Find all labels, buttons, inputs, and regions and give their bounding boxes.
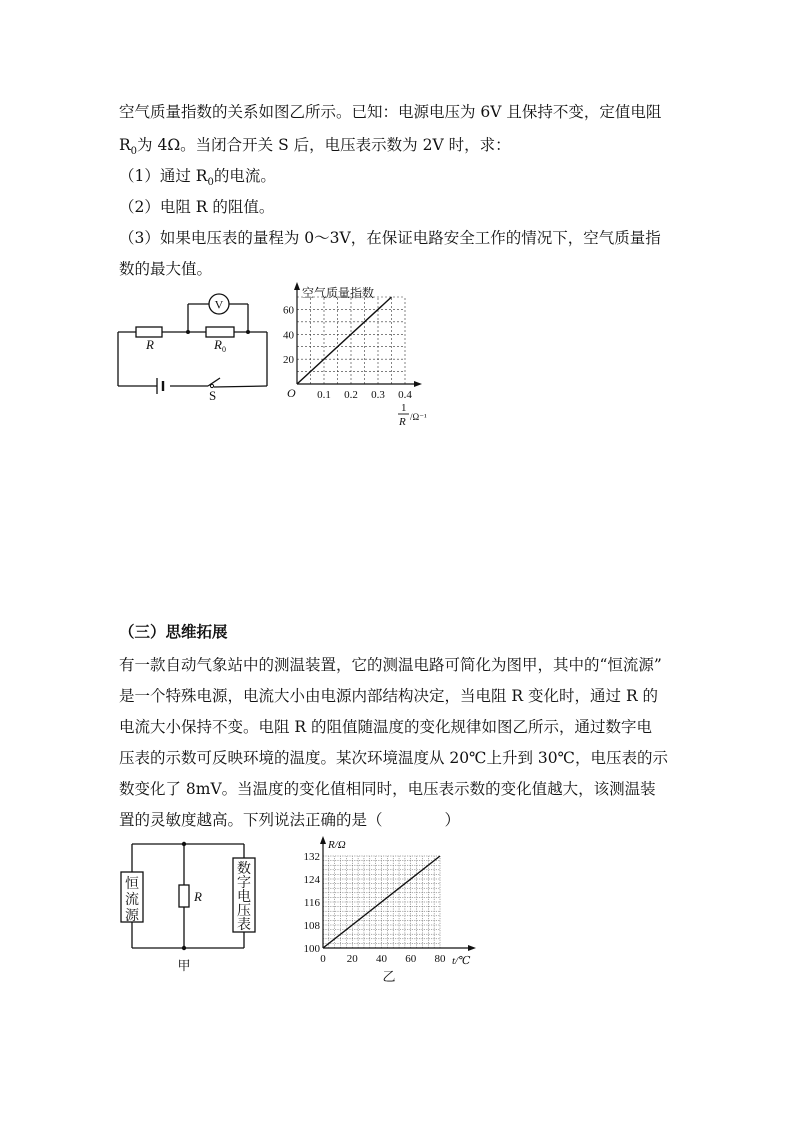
question-3-line1: （3）如果电压表的量程为 0～3V，在保证电路安全工作的情况下，空气质量指 — [119, 229, 661, 247]
question-2: （2）电阻 R 的阻值。 — [119, 198, 275, 216]
node-right — [246, 330, 250, 334]
chart2-y-arrow — [320, 836, 326, 844]
source-char-3: 源 — [125, 909, 139, 924]
r0-label: $R_0$ — [214, 337, 226, 354]
y-tick-label: 132 — [303, 851, 320, 863]
section3-p3: 电流大小保持不变。电阻 R 的阻值随温度的变化规律如图乙所示，通过数字电 — [119, 718, 653, 736]
node-left — [186, 330, 190, 334]
resistor-r0 — [206, 327, 234, 337]
node-bottom — [182, 946, 186, 950]
r0-symbol: R — [119, 136, 131, 154]
r0-subscript: 0 — [130, 146, 138, 158]
series-line — [297, 297, 392, 384]
y-tick-label: 100 — [303, 943, 320, 955]
circuit-diagram-2 — [112, 836, 262, 981]
air-quality-chart — [282, 280, 442, 428]
x-tick-label: 0.4 — [398, 389, 412, 401]
resistor-r — [136, 327, 162, 337]
caption-jia: 甲 — [177, 958, 191, 973]
x-unit-denominator: R — [399, 416, 406, 428]
x-tick-label: 40 — [376, 953, 387, 965]
x-tick-label: 20 — [346, 953, 358, 965]
x-tick-label: 0.3 — [371, 389, 385, 401]
section3-p1: 有一款自动气象站中的测温装置，它的测温电路可简化为图甲，其中的“恒流源” — [119, 656, 662, 674]
voltmeter-label: V — [214, 297, 224, 312]
y-tick-label: 20 — [283, 354, 294, 367]
node-top — [182, 842, 186, 846]
meter-char-5: 表 — [237, 918, 251, 933]
problem1-line2 — [119, 135, 511, 162]
meter-char-1: 数 — [237, 862, 251, 877]
meter-char-2: 字 — [237, 876, 251, 891]
y-tick-label: 124 — [303, 874, 320, 886]
meter-char-4: 压 — [237, 904, 251, 919]
y-tick-label: 108 — [303, 920, 320, 932]
line2-rest: 为 4Ω。当闭合开关 S 后，电压表示数为 2V 时，求： — [137, 136, 511, 154]
y-axis-arrow — [294, 282, 300, 290]
meter-char-3: 电 — [237, 890, 251, 905]
x-tick-label: 80 — [434, 953, 446, 965]
y-tick-label: 40 — [283, 329, 294, 342]
resistor-r-2 — [179, 885, 189, 907]
q1-subscript: 0 — [207, 177, 214, 189]
section3-p4: 压表的示数可反映环境的温度。某次环境温度从 20℃上升到 30℃，电压表的示 — [119, 749, 668, 767]
chart1-ylabel: 空气质量指数 — [302, 286, 375, 300]
section-heading: （三）思维拓展 — [119, 622, 228, 641]
r-label: R — [146, 337, 154, 352]
x-tick-label: 0 — [320, 953, 326, 965]
chart1-origin: O — [287, 386, 296, 400]
section3-p5: 数变化了 8mV。当温度的变化值相同时，电压表示数的变化值越大，该测温装 — [119, 780, 656, 798]
x-tick-label: 0.1 — [317, 389, 331, 401]
q1-rest: 的电流。 — [213, 167, 276, 185]
chart2-ylabel: R/Ω — [328, 839, 346, 851]
y-tick-label: 116 — [303, 897, 320, 909]
question-3-line2: 数的最大值。 — [119, 260, 213, 278]
problem1-line1: 空气质量指数的关系如图乙所示。已知：电源电压为 6V 且保持不变，定值电阻 — [119, 103, 662, 121]
switch-label: S — [209, 388, 217, 403]
chart2-x-arrow — [468, 945, 476, 951]
x-tick-label: 0.2 — [344, 389, 358, 401]
caption-yi: 乙 — [382, 969, 396, 984]
circuit-diagram-1 — [110, 290, 275, 405]
section3-p2: 是一个特殊电源，电流大小由电源内部结构决定，当电阻 R 变化时，通过 R 的 — [119, 687, 659, 705]
chart2-xlabel: t/℃ — [452, 955, 471, 967]
source-char-2: 流 — [125, 893, 139, 908]
x-axis-arrow — [414, 381, 422, 387]
circuit2-r-label: R — [194, 889, 202, 904]
resistance-temperature-chart — [292, 832, 492, 987]
question-1 — [119, 166, 276, 193]
x-tick-label: 60 — [405, 953, 417, 965]
section3-p6: 置的灵敏度越高。下列说法正确的是（ ） — [119, 811, 461, 829]
y-tick-label: 60 — [283, 304, 294, 317]
q1-text: （1）通过 R — [119, 167, 208, 185]
source-char-1: 恒 — [125, 877, 139, 892]
x-unit-rest: /Ω⁻¹ — [410, 412, 427, 422]
x-unit-numerator: 1 — [401, 402, 407, 414]
